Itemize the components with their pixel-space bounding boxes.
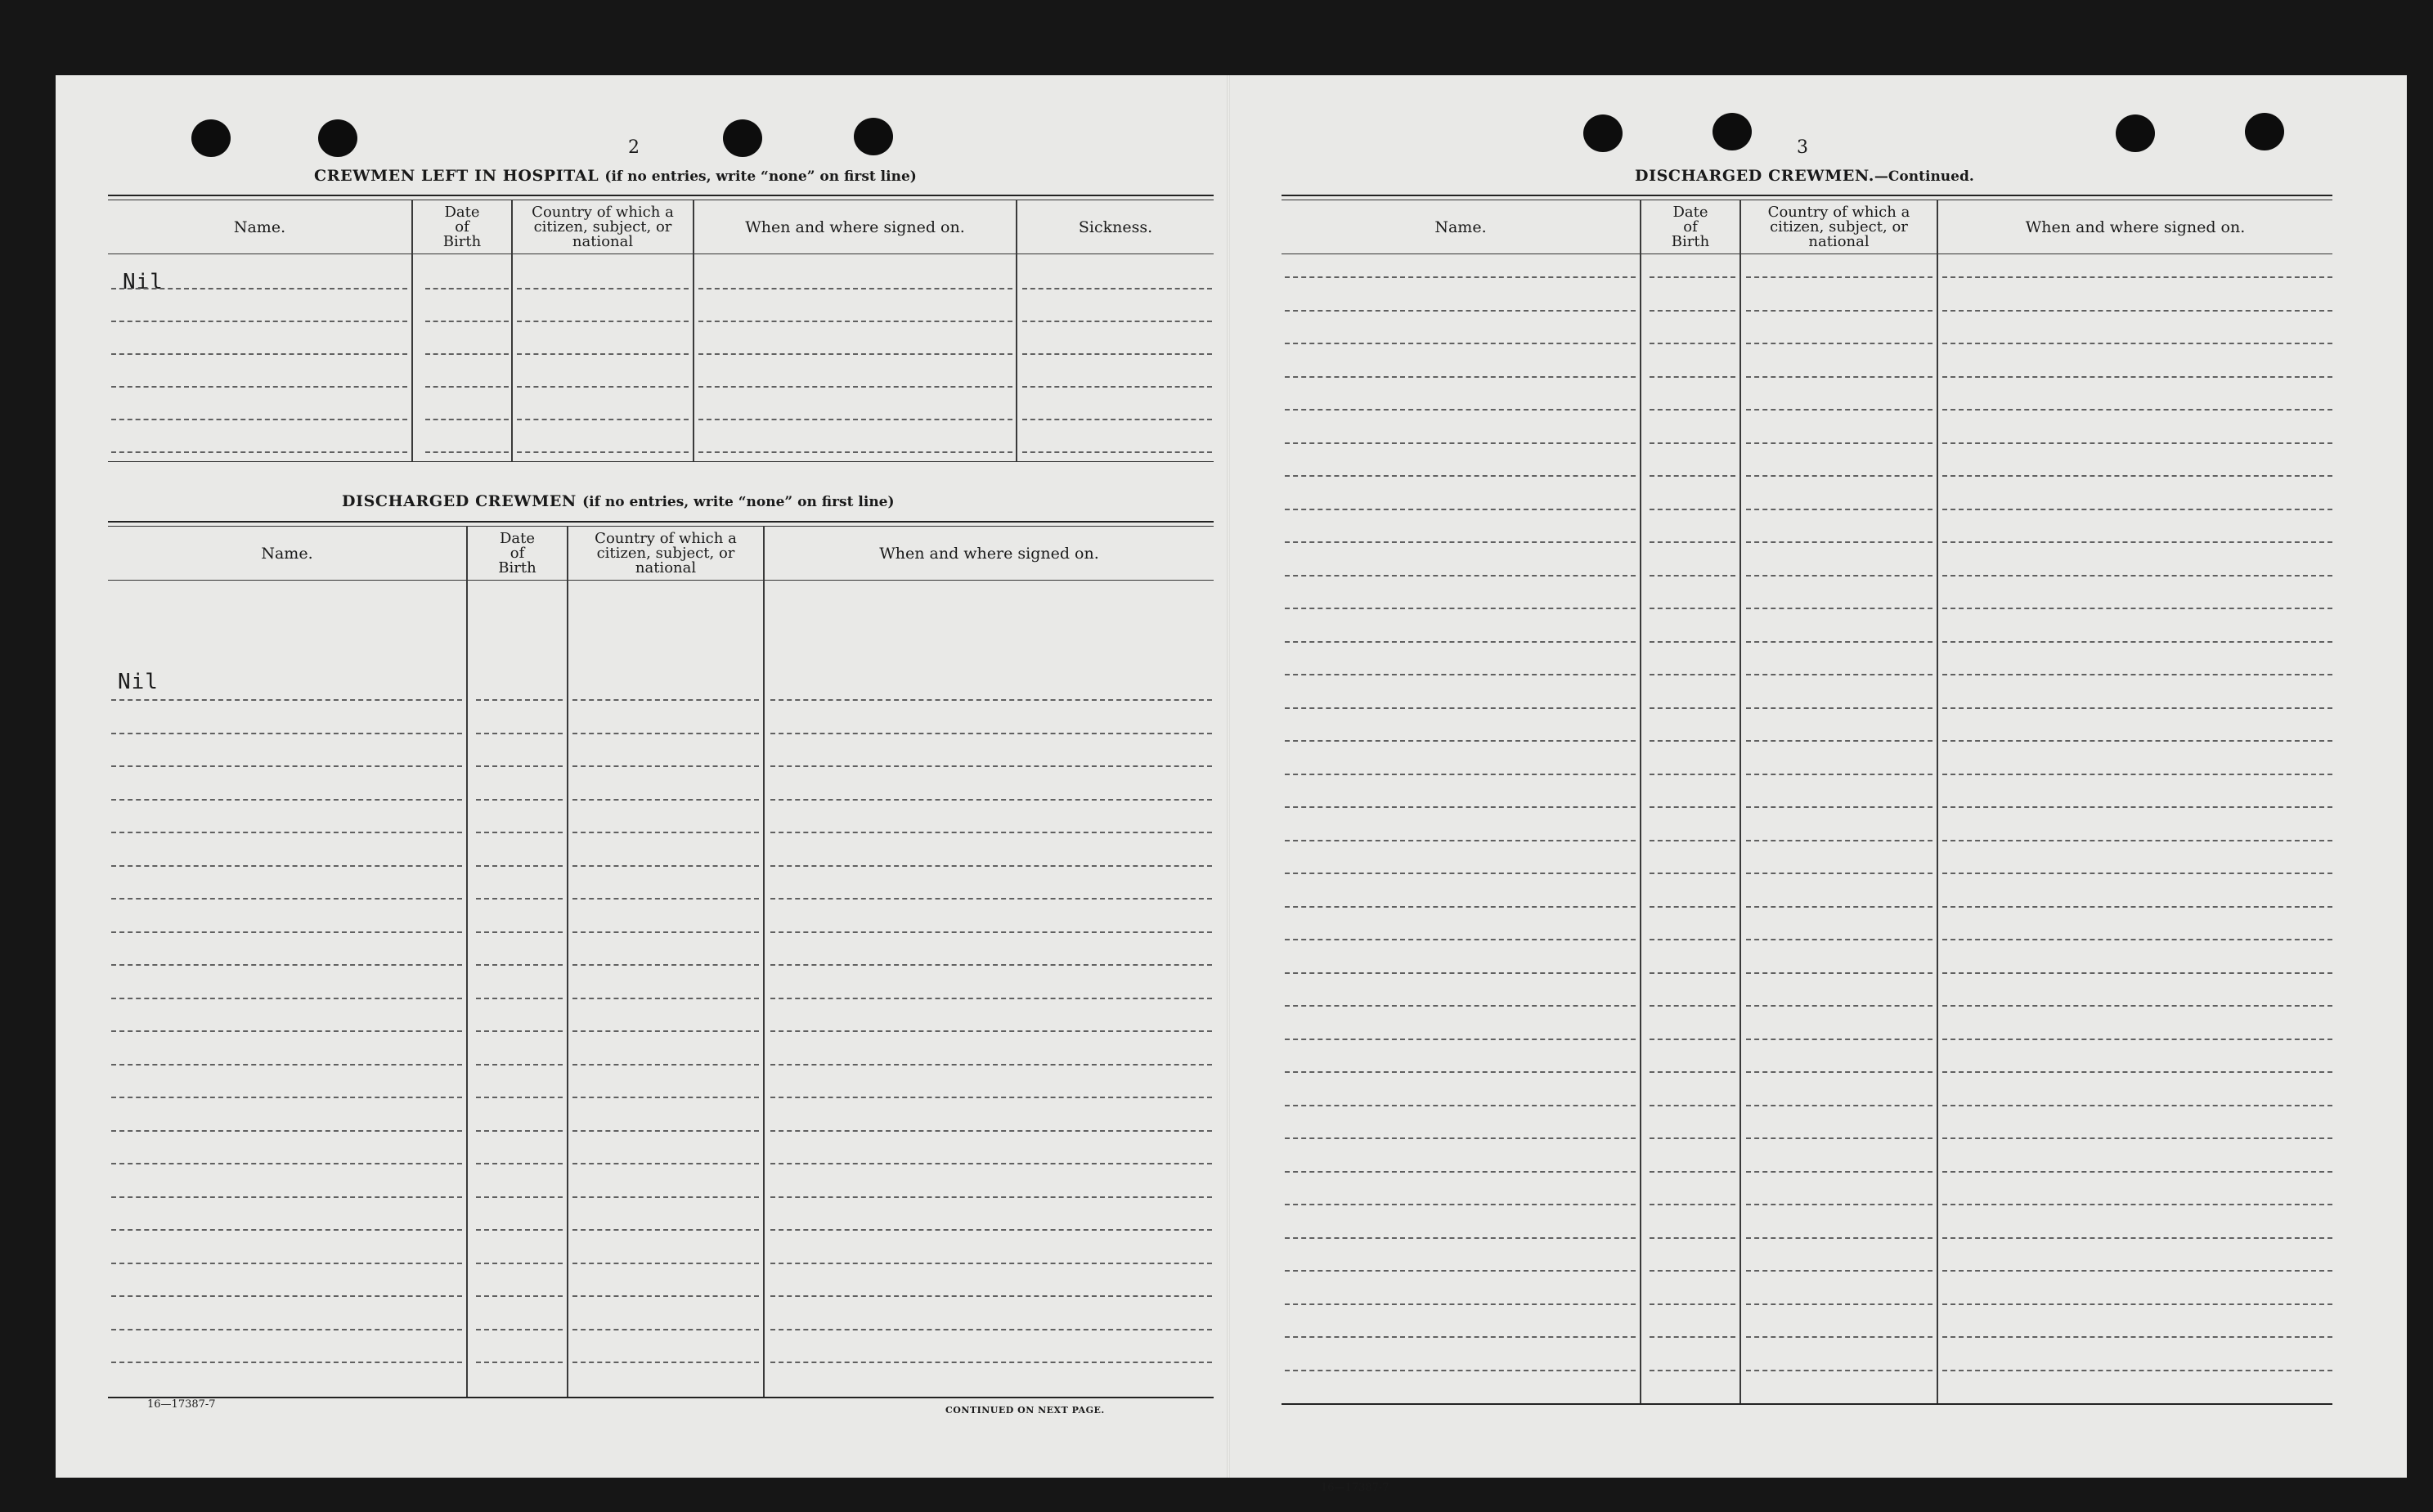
ruled-line bbox=[1942, 774, 2332, 775]
ruled-line bbox=[1942, 840, 2332, 841]
ruled-line bbox=[517, 353, 689, 355]
ruled-line bbox=[111, 1329, 462, 1330]
ruled-line bbox=[1285, 1005, 1636, 1007]
ruled-line bbox=[1650, 1336, 1735, 1338]
ruled-line bbox=[111, 1295, 462, 1297]
ruled-line bbox=[572, 1295, 759, 1297]
ruled-line bbox=[1746, 1270, 1932, 1272]
col-header-signed-on: When and where signed on. bbox=[745, 218, 965, 236]
ruled-line bbox=[111, 353, 407, 355]
ruled-line bbox=[1942, 674, 2332, 675]
discharged-continued-title: DISCHARGED CREWMEN. bbox=[1635, 167, 1874, 185]
ruled-line bbox=[1942, 509, 2332, 510]
ruled-line bbox=[1650, 906, 1735, 908]
ruled-line bbox=[476, 1295, 563, 1297]
ruled-line bbox=[1746, 1137, 1932, 1139]
ruled-line bbox=[1746, 541, 1932, 543]
ruled-line bbox=[572, 1263, 759, 1264]
ruled-line bbox=[1650, 873, 1735, 874]
ruled-line bbox=[1650, 939, 1735, 940]
ruled-line bbox=[1746, 310, 1932, 312]
ruled-line bbox=[111, 998, 462, 999]
ruled-line bbox=[1942, 906, 2332, 908]
ruled-line bbox=[425, 419, 509, 420]
ruled-line bbox=[111, 1097, 462, 1098]
ruled-line bbox=[1942, 1171, 2332, 1173]
ruled-line bbox=[1942, 575, 2332, 577]
ruled-line bbox=[1285, 310, 1636, 312]
ruled-line bbox=[1285, 806, 1636, 808]
ruled-line bbox=[1942, 276, 2332, 278]
col-header-name: Name. bbox=[1434, 218, 1487, 236]
ruled-line bbox=[1285, 442, 1636, 444]
ruled-line bbox=[1746, 906, 1932, 908]
ruled-line bbox=[1942, 1270, 2332, 1272]
ruled-line bbox=[770, 1263, 1212, 1264]
ruled-line bbox=[1285, 475, 1636, 477]
ruled-line bbox=[1942, 1204, 2332, 1205]
ruled-line bbox=[572, 699, 759, 701]
col-header-sickness: Sickness. bbox=[1078, 218, 1153, 236]
ruled-line bbox=[1022, 288, 1212, 289]
ruled-line bbox=[572, 1163, 759, 1164]
ruled-line bbox=[1746, 1171, 1932, 1173]
ruled-line bbox=[1746, 442, 1932, 444]
ruled-line bbox=[1746, 774, 1932, 775]
ruled-line bbox=[1942, 310, 2332, 312]
ruled-line bbox=[111, 832, 462, 833]
ruled-line bbox=[1746, 1336, 1932, 1338]
ruled-line bbox=[1746, 475, 1932, 477]
ruled-line bbox=[1022, 353, 1212, 355]
ruled-line bbox=[1650, 740, 1735, 742]
ruled-line bbox=[1746, 1303, 1932, 1305]
continued-note: CONTINUED ON NEXT PAGE. bbox=[945, 1405, 1105, 1416]
page-number: 3 bbox=[1797, 137, 1808, 158]
ruled-line bbox=[1942, 641, 2332, 643]
ruled-line bbox=[1650, 1303, 1735, 1305]
section-title bbox=[314, 167, 917, 185]
ruled-line bbox=[111, 1263, 462, 1264]
ruled-line bbox=[1650, 475, 1735, 477]
ruled-line bbox=[1942, 1303, 2332, 1305]
ruled-line bbox=[1650, 1071, 1735, 1073]
ruled-line bbox=[1650, 310, 1735, 312]
ruled-line bbox=[111, 799, 462, 801]
ruled-line bbox=[111, 898, 462, 900]
ruled-line bbox=[1746, 1370, 1932, 1371]
discharged-table bbox=[108, 521, 1214, 1398]
ruled-line bbox=[517, 451, 689, 453]
ruled-line bbox=[1942, 806, 2332, 808]
ruled-line bbox=[1285, 1336, 1636, 1338]
discharged-entry: Nil bbox=[118, 670, 159, 694]
ruled-line bbox=[111, 1130, 462, 1132]
form-number: 16—17387-7 bbox=[1321, 1482, 1389, 1494]
ruled-line bbox=[517, 321, 689, 322]
ruled-line bbox=[1285, 276, 1636, 278]
ruled-line bbox=[1650, 442, 1735, 444]
ruled-line bbox=[1285, 1071, 1636, 1073]
ruled-line bbox=[476, 1030, 563, 1032]
ruled-line bbox=[1942, 707, 2332, 709]
ruled-line bbox=[1650, 1137, 1735, 1139]
right-page bbox=[1229, 75, 2407, 1494]
ruled-line bbox=[476, 1163, 563, 1164]
ruled-line bbox=[111, 964, 462, 966]
ruled-line bbox=[111, 321, 407, 322]
ruled-line bbox=[111, 1030, 462, 1032]
ruled-line bbox=[111, 1229, 462, 1231]
hospital-table bbox=[108, 195, 1214, 463]
ruled-line bbox=[698, 288, 1012, 289]
ruled-line bbox=[1650, 409, 1735, 411]
ruled-line bbox=[698, 321, 1012, 322]
ruled-line bbox=[770, 1163, 1212, 1164]
ruled-line bbox=[1942, 541, 2332, 543]
col-header-date-of-birth: Date of Birth bbox=[442, 204, 482, 250]
ruled-line bbox=[1942, 376, 2332, 378]
ruled-line bbox=[770, 1329, 1212, 1330]
ruled-line bbox=[572, 799, 759, 801]
ruled-line bbox=[1022, 321, 1212, 322]
ruled-line bbox=[1746, 707, 1932, 709]
hospital-title: CREWMEN LEFT IN HOSPITAL bbox=[314, 167, 599, 185]
ruled-line bbox=[1746, 1204, 1932, 1205]
ruled-line bbox=[572, 765, 759, 767]
ruled-line bbox=[1650, 641, 1735, 643]
ruled-line bbox=[1746, 343, 1932, 344]
ruled-line bbox=[1285, 774, 1636, 775]
ruled-line bbox=[1650, 608, 1735, 609]
ruled-line bbox=[572, 1229, 759, 1231]
ruled-line bbox=[1650, 806, 1735, 808]
ruled-line bbox=[1942, 1237, 2332, 1239]
ruled-line bbox=[1650, 840, 1735, 841]
ruled-line bbox=[1942, 1370, 2332, 1371]
ruled-line bbox=[572, 931, 759, 933]
ruled-line bbox=[1942, 1005, 2332, 1007]
ruled-line bbox=[1650, 376, 1735, 378]
ruled-line bbox=[698, 353, 1012, 355]
ruled-line bbox=[572, 733, 759, 734]
ruled-line bbox=[1285, 409, 1636, 411]
ruled-line bbox=[517, 288, 689, 289]
ruled-line bbox=[111, 931, 462, 933]
ruled-line bbox=[1746, 1005, 1932, 1007]
ruled-line bbox=[1285, 707, 1636, 709]
ruled-line bbox=[770, 964, 1212, 966]
ruled-line bbox=[1285, 1105, 1636, 1106]
ruled-line bbox=[770, 1097, 1212, 1098]
ruled-line bbox=[1285, 740, 1636, 742]
ruled-line bbox=[476, 799, 563, 801]
ruled-line bbox=[1285, 1370, 1636, 1371]
ruled-line bbox=[1942, 939, 2332, 940]
ruled-line bbox=[1942, 1071, 2332, 1073]
ruled-line bbox=[770, 931, 1212, 933]
ruled-line bbox=[698, 386, 1012, 388]
ruled-line bbox=[770, 733, 1212, 734]
ruled-line bbox=[1746, 509, 1932, 510]
ruled-line bbox=[1650, 972, 1735, 974]
discharged-note: (if no entries, write “none” on first line) bbox=[582, 494, 895, 510]
ruled-line bbox=[1942, 442, 2332, 444]
col-header-country: Country of which a citizen, subject, or national bbox=[532, 204, 674, 250]
left-page bbox=[56, 75, 1229, 1478]
ruled-line bbox=[476, 964, 563, 966]
ruled-line bbox=[770, 1295, 1212, 1297]
ruled-line bbox=[1746, 972, 1932, 974]
ruled-line bbox=[476, 765, 563, 767]
ruled-line bbox=[1942, 873, 2332, 874]
ruled-line bbox=[1746, 409, 1932, 411]
ruled-line bbox=[1285, 873, 1636, 874]
page-number: 2 bbox=[628, 137, 640, 158]
ruled-line bbox=[476, 1130, 563, 1132]
ruled-line bbox=[1746, 641, 1932, 643]
ruled-line bbox=[1285, 1303, 1636, 1305]
ruled-line bbox=[698, 419, 1012, 420]
ruled-line bbox=[1285, 1204, 1636, 1205]
ruled-line bbox=[1285, 1137, 1636, 1139]
ruled-line bbox=[1746, 873, 1932, 874]
ruled-line bbox=[476, 1362, 563, 1363]
ruled-line bbox=[111, 699, 462, 701]
ruled-line bbox=[770, 1362, 1212, 1363]
ruled-line bbox=[1650, 1270, 1735, 1272]
ruled-line bbox=[111, 451, 407, 453]
col-header-country: Country of which a citizen, subject, or national bbox=[1767, 204, 1910, 250]
ruled-line bbox=[1942, 1039, 2332, 1040]
ruled-line bbox=[1650, 343, 1735, 344]
ruled-line bbox=[1285, 641, 1636, 643]
form-number: 16—17387-7 bbox=[147, 1398, 216, 1411]
ruled-line bbox=[476, 998, 563, 999]
ruled-line bbox=[425, 353, 509, 355]
ruled-line bbox=[572, 1097, 759, 1098]
ruled-line bbox=[111, 865, 462, 867]
ruled-line bbox=[476, 1196, 563, 1198]
ruled-line bbox=[1650, 276, 1735, 278]
ruled-line bbox=[770, 1064, 1212, 1066]
ruled-line bbox=[476, 733, 563, 734]
ruled-line bbox=[1650, 575, 1735, 577]
ruled-line bbox=[1746, 840, 1932, 841]
ruled-line bbox=[1746, 1039, 1932, 1040]
ruled-line bbox=[1942, 1336, 2332, 1338]
ruled-line bbox=[1285, 1171, 1636, 1173]
ruled-line bbox=[476, 931, 563, 933]
ruled-line bbox=[111, 765, 462, 767]
ruled-line bbox=[770, 765, 1212, 767]
ruled-line bbox=[1022, 419, 1212, 420]
ruled-line bbox=[1285, 972, 1636, 974]
ruled-line bbox=[1746, 276, 1932, 278]
col-header-signed-on: When and where signed on. bbox=[879, 545, 1099, 563]
col-header-country: Country of which a citizen, subject, or national bbox=[595, 530, 737, 577]
ruled-line bbox=[1285, 608, 1636, 609]
ruled-line bbox=[1746, 1237, 1932, 1239]
ruled-line bbox=[572, 865, 759, 867]
ruled-line bbox=[1746, 575, 1932, 577]
ruled-line bbox=[770, 1196, 1212, 1198]
ruled-line bbox=[476, 832, 563, 833]
ruled-line bbox=[1746, 674, 1932, 675]
ruled-line bbox=[1022, 386, 1212, 388]
ruled-line bbox=[1285, 1270, 1636, 1272]
ruled-line bbox=[572, 1130, 759, 1132]
ruled-line bbox=[111, 1362, 462, 1363]
ruled-line bbox=[572, 1362, 759, 1363]
ruled-line bbox=[1650, 1005, 1735, 1007]
ruled-line bbox=[770, 699, 1212, 701]
col-header-name: Name. bbox=[261, 545, 313, 563]
ruled-line bbox=[1942, 409, 2332, 411]
ruled-line bbox=[572, 1329, 759, 1330]
ruled-line bbox=[111, 1064, 462, 1066]
ruled-line bbox=[1285, 1039, 1636, 1040]
ruled-line bbox=[1285, 376, 1636, 378]
ruled-line bbox=[1650, 1105, 1735, 1106]
ruled-line bbox=[425, 288, 509, 289]
ruled-line bbox=[1285, 1237, 1636, 1239]
ruled-line bbox=[476, 1329, 563, 1330]
ruled-line bbox=[1942, 475, 2332, 477]
continued-suffix: —Continued. bbox=[1874, 168, 1974, 185]
ruled-line bbox=[111, 386, 407, 388]
ruled-line bbox=[770, 1030, 1212, 1032]
ruled-line bbox=[1746, 740, 1932, 742]
ruled-line bbox=[770, 998, 1212, 999]
ruled-line bbox=[572, 898, 759, 900]
ruled-line bbox=[517, 419, 689, 420]
section-title bbox=[342, 492, 895, 510]
ruled-line bbox=[425, 321, 509, 322]
ruled-line bbox=[1022, 451, 1212, 453]
ruled-line bbox=[1942, 972, 2332, 974]
ruled-line bbox=[1942, 1105, 2332, 1106]
ruled-line bbox=[1746, 939, 1932, 940]
ruled-line bbox=[572, 964, 759, 966]
section-title bbox=[1635, 167, 1974, 185]
hospital-entry: Nil bbox=[123, 270, 164, 294]
ruled-line bbox=[770, 898, 1212, 900]
ruled-line bbox=[425, 451, 509, 453]
ruled-line bbox=[111, 1163, 462, 1164]
col-header-signed-on: When and where signed on. bbox=[2025, 218, 2246, 236]
ruled-line bbox=[1746, 1071, 1932, 1073]
ruled-line bbox=[572, 1030, 759, 1032]
ruled-line bbox=[1650, 509, 1735, 510]
ruled-line bbox=[1285, 343, 1636, 344]
ruled-line bbox=[1746, 806, 1932, 808]
ruled-line bbox=[476, 1097, 563, 1098]
discharged-title: DISCHARGED CREWMEN bbox=[342, 492, 577, 510]
ruled-line bbox=[1285, 939, 1636, 940]
ruled-line bbox=[476, 1263, 563, 1264]
ruled-line bbox=[111, 419, 407, 420]
ruled-line bbox=[111, 1196, 462, 1198]
ruled-line bbox=[1650, 674, 1735, 675]
ruled-line bbox=[1650, 1237, 1735, 1239]
ruled-line bbox=[1285, 906, 1636, 908]
ruled-line bbox=[572, 832, 759, 833]
ruled-line bbox=[770, 832, 1212, 833]
ruled-line bbox=[1285, 509, 1636, 510]
ruled-line bbox=[476, 898, 563, 900]
hospital-note: (if no entries, write “none” on first line) bbox=[604, 168, 917, 185]
ruled-line bbox=[1650, 541, 1735, 543]
ruled-line bbox=[1942, 608, 2332, 609]
ruled-line bbox=[770, 799, 1212, 801]
ruled-line bbox=[1285, 840, 1636, 841]
ruled-line bbox=[517, 386, 689, 388]
ruled-line bbox=[698, 451, 1012, 453]
ruled-line bbox=[770, 865, 1212, 867]
ruled-line bbox=[1942, 740, 2332, 742]
ruled-line bbox=[476, 1064, 563, 1066]
ruled-line bbox=[770, 1229, 1212, 1231]
col-header-name: Name. bbox=[233, 218, 286, 236]
ruled-line bbox=[1650, 1171, 1735, 1173]
ruled-line bbox=[572, 998, 759, 999]
ruled-line bbox=[572, 1196, 759, 1198]
ruled-line bbox=[476, 1229, 563, 1231]
ruled-line bbox=[425, 386, 509, 388]
ruled-line bbox=[1650, 774, 1735, 775]
ruled-line bbox=[476, 699, 563, 701]
ruled-line bbox=[1942, 343, 2332, 344]
ruled-line bbox=[1942, 1137, 2332, 1139]
ruled-line bbox=[476, 865, 563, 867]
col-header-date-of-birth: Date of Birth bbox=[1671, 204, 1710, 250]
ruled-line bbox=[1650, 1039, 1735, 1040]
ruled-line bbox=[1285, 541, 1636, 543]
ruled-line bbox=[1285, 575, 1636, 577]
ruled-line bbox=[1746, 376, 1932, 378]
ruled-line bbox=[770, 1130, 1212, 1132]
ruled-line bbox=[1650, 1370, 1735, 1371]
ruled-line bbox=[111, 733, 462, 734]
ruled-line bbox=[1650, 1204, 1735, 1205]
col-header-date-of-birth: Date of Birth bbox=[498, 530, 536, 577]
ruled-line bbox=[1746, 1105, 1932, 1106]
ruled-line bbox=[111, 288, 407, 289]
ruled-line bbox=[572, 1064, 759, 1066]
discharged-continued-table bbox=[1282, 195, 2332, 1405]
ruled-line bbox=[1650, 707, 1735, 709]
ruled-line bbox=[1285, 674, 1636, 675]
ruled-line bbox=[1746, 608, 1932, 609]
